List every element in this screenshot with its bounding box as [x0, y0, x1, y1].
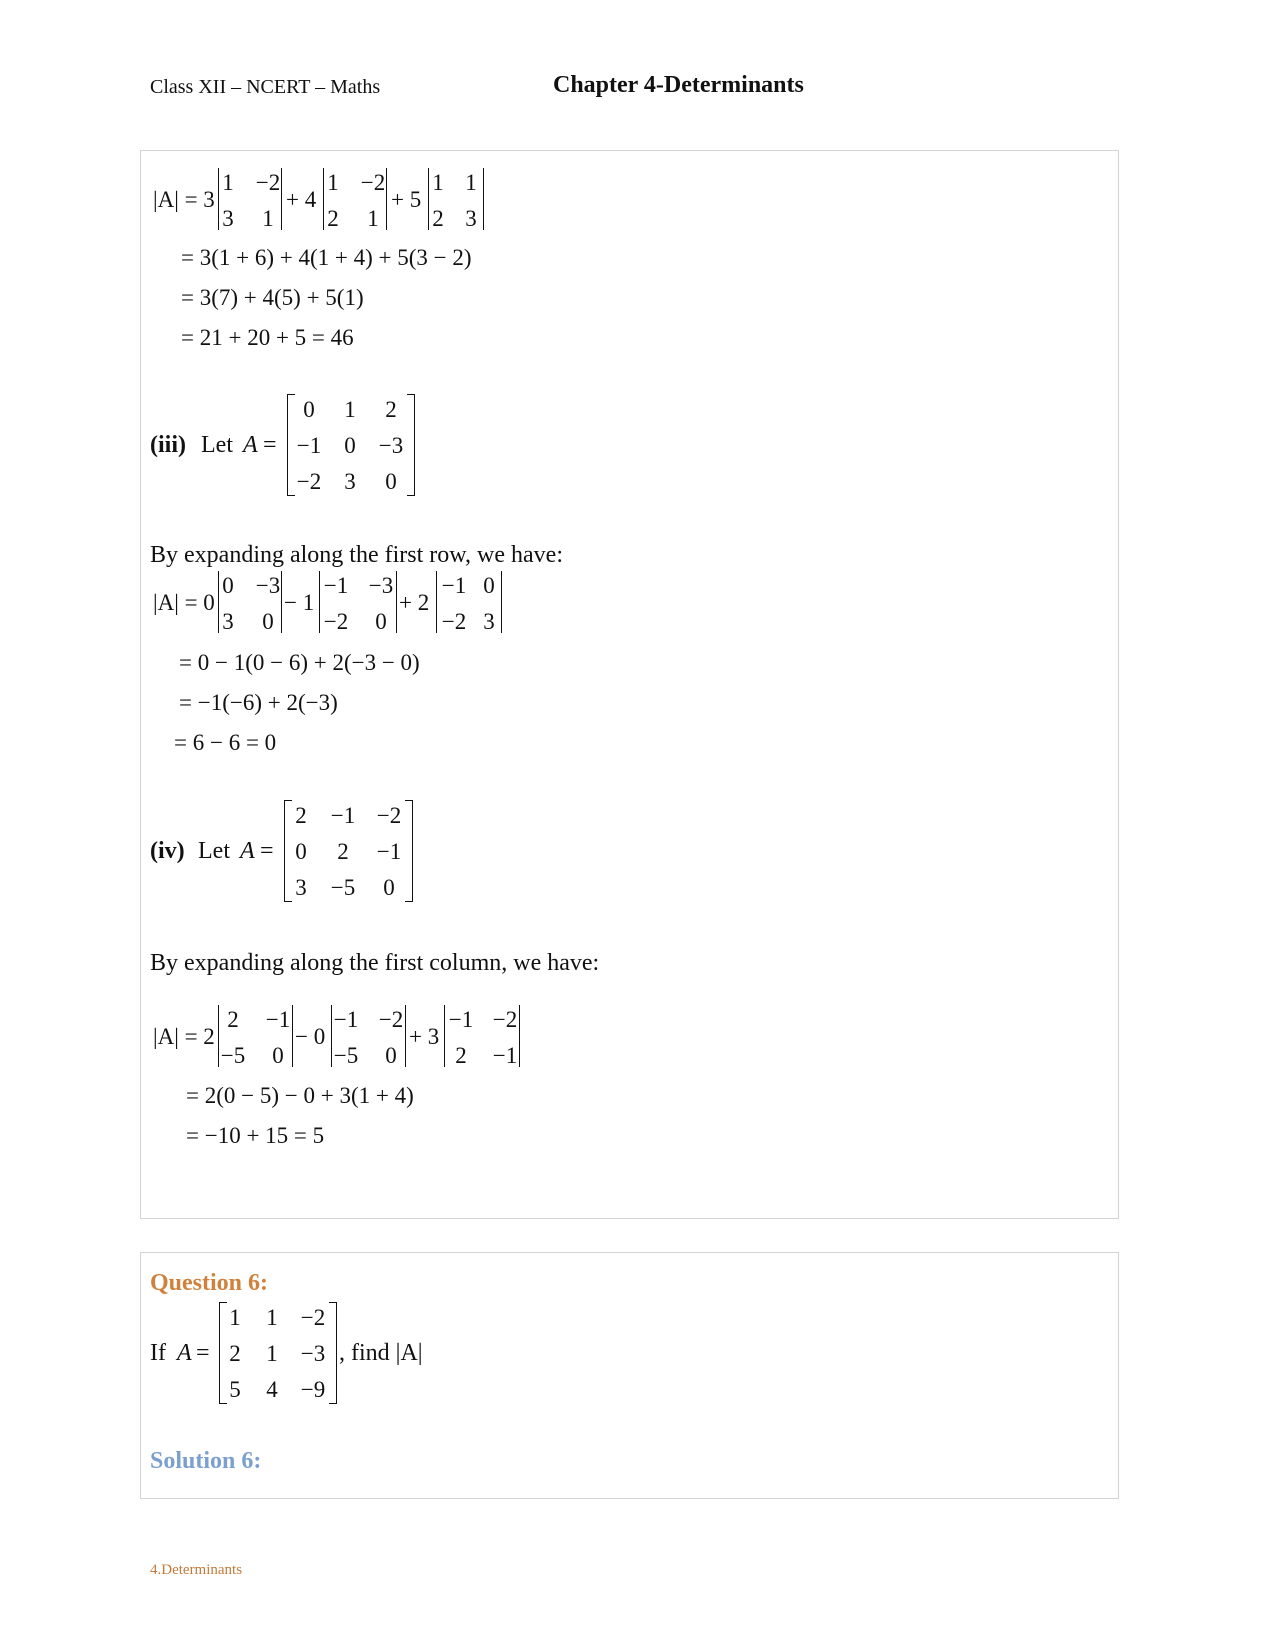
step-line: = 3(1 + 6) + 4(1 + 4) + 5(3 − 2) [181, 245, 472, 270]
det-bar [501, 571, 502, 633]
matrix-cell: 4 [266, 1377, 278, 1402]
det-cell: 1 [222, 170, 234, 195]
bracket-right [407, 394, 415, 496]
bracket-right [329, 1302, 337, 1404]
det-bar [386, 168, 387, 230]
matrix-cell: 1 [344, 397, 356, 422]
matrix-cell: 1 [266, 1341, 278, 1366]
step-line: = 2(0 − 5) − 0 + 3(1 + 4) [186, 1083, 414, 1108]
question-box [140, 1252, 1119, 1499]
matrix-var: A [240, 838, 255, 864]
step-line: = 6 − 6 = 0 [174, 730, 277, 755]
step-line: = −10 + 15 = 5 [186, 1123, 325, 1148]
matrix-cell: 0 [344, 433, 356, 458]
det-cell: 2 [455, 1043, 467, 1068]
det-cell: −1 [448, 1007, 474, 1032]
part-label-iv: (iv) [150, 838, 185, 864]
det-cell: 2 [227, 1007, 239, 1032]
solution-box [140, 150, 1119, 1219]
matrix-var: A [177, 1340, 192, 1366]
det-cell: −2 [360, 170, 386, 195]
det-bar [396, 571, 397, 633]
question-heading: Question 6: [150, 1270, 269, 1296]
matrix-cell: 0 [385, 469, 397, 494]
det-cell: 0 [222, 573, 234, 598]
det-bar [292, 1005, 293, 1067]
det-cell: −2 [323, 609, 349, 634]
det-cell: 3 [465, 206, 477, 231]
det-cell: −1 [333, 1007, 359, 1032]
matrix-cell: −5 [330, 875, 356, 900]
det-cell: 3 [222, 609, 234, 634]
matrix-cell: −2 [296, 469, 322, 494]
det-cell: −5 [333, 1043, 359, 1068]
det-bar [519, 1005, 520, 1067]
det-cell: 3 [222, 206, 234, 231]
det-cell: 1 [432, 170, 444, 195]
matrix-cell: 2 [385, 397, 397, 422]
if-text: If [150, 1340, 166, 1366]
matrix-cell: 3 [295, 875, 307, 900]
det-operator: + 3 [409, 1024, 440, 1049]
matrix-cell: −1 [376, 839, 402, 864]
det-bar [281, 571, 282, 633]
solution-heading: Solution 6: [150, 1448, 262, 1474]
det-operator: − 0 [295, 1024, 326, 1049]
matrix-cell: −2 [376, 803, 402, 828]
det-bar [483, 168, 484, 230]
matrix-cell: 1 [266, 1305, 278, 1330]
equals: = [263, 432, 277, 458]
det-expansion-ii: |A| = 3 [153, 187, 215, 212]
chapter-title: Chapter 4-Determinants [553, 72, 804, 98]
det-cell: −1 [323, 573, 349, 598]
det-cell: 2 [327, 206, 339, 231]
matrix-cell: 0 [383, 875, 395, 900]
matrix-cell: 2 [295, 803, 307, 828]
part-label-iii: (iii) [150, 432, 186, 458]
matrix-cell: 0 [303, 397, 315, 422]
step-line: = 3(7) + 4(5) + 5(1) [181, 285, 364, 310]
matrix-cell: −1 [296, 433, 322, 458]
det-cell: 0 [385, 1043, 397, 1068]
expand-text-column: By expanding along the first column, we have: [150, 950, 600, 976]
det-cell: 1 [367, 206, 379, 231]
det-cell: −2 [255, 170, 281, 195]
det-cell: −3 [368, 573, 394, 598]
det-cell: 1 [465, 170, 477, 195]
det-cell: 1 [327, 170, 339, 195]
bracket-right [405, 800, 413, 902]
det-cell: −5 [220, 1043, 246, 1068]
det-bar [281, 168, 282, 230]
let-text: Let [201, 432, 233, 458]
det-cell: −1 [441, 573, 467, 598]
det-cell: −2 [492, 1007, 518, 1032]
matrix-cell: 3 [344, 469, 356, 494]
det-operator: − 1 [284, 590, 315, 615]
matrix-cell: 5 [229, 1377, 241, 1402]
det-cell: 0 [483, 573, 495, 598]
equals: = [260, 838, 274, 864]
det-expansion-iv: |A| = 2 [153, 1024, 215, 1049]
matrix-var: A [243, 432, 258, 458]
matrix-cell: −3 [300, 1341, 326, 1366]
matrix-cell: −2 [300, 1305, 326, 1330]
det-cell: 1 [262, 206, 274, 231]
det-expansion-iii: |A| = 0 [153, 590, 215, 615]
det-cell: 0 [262, 609, 274, 634]
det-cell: −2 [378, 1007, 404, 1032]
det-cell: 2 [432, 206, 444, 231]
expand-text-row: By expanding along the first row, we have: [150, 542, 564, 568]
det-cell: 0 [272, 1043, 284, 1068]
matrix-cell: −9 [300, 1377, 326, 1402]
let-text: Let [198, 838, 230, 864]
step-line: = 21 + 20 + 5 = 46 [181, 325, 354, 350]
det-cell: −2 [441, 609, 467, 634]
det-cell: −3 [255, 573, 281, 598]
class-header: Class XII – NCERT – Maths [150, 76, 381, 98]
matrix-cell: −3 [378, 433, 404, 458]
matrix-cell: −1 [330, 803, 356, 828]
matrix-cell: 2 [229, 1341, 241, 1366]
det-operator: + 4 [286, 187, 317, 212]
matrix-cell: 2 [337, 839, 349, 864]
find-text: , find |A| [339, 1340, 423, 1366]
det-bar [405, 1005, 406, 1067]
step-line: = 0 − 1(0 − 6) + 2(−3 − 0) [179, 650, 420, 675]
det-cell: −1 [492, 1043, 518, 1068]
matrix-cell: 1 [229, 1305, 241, 1330]
matrix-cell: 0 [295, 839, 307, 864]
det-operator: + 5 [391, 187, 422, 212]
footer-chapter: 4.Determinants [150, 1562, 243, 1578]
det-cell: 3 [483, 609, 495, 634]
det-cell: 0 [375, 609, 387, 634]
step-line: = −1(−6) + 2(−3) [179, 690, 338, 715]
equals: = [196, 1340, 210, 1366]
det-cell: −1 [265, 1007, 291, 1032]
det-operator: + 2 [399, 590, 430, 615]
